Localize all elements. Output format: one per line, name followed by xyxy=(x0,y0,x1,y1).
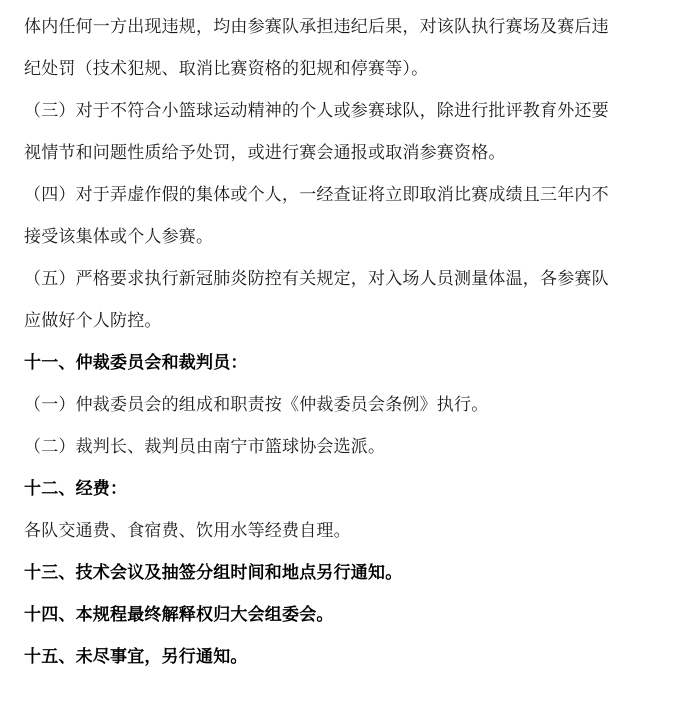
section-heading-expenses: 十二、经费： xyxy=(24,479,128,499)
document-body xyxy=(24,6,674,678)
section-heading-technical-meeting: 十三、技术会议及抽签分组时间和地点另行通知。 xyxy=(24,563,403,583)
paragraph-line: 各队交通费、食宿费、饮用水等经费自理。 xyxy=(24,521,351,541)
paragraph-line: （四）对于弄虚作假的集体或个人，一经查证将立即取消比赛成绩且三年内不 xyxy=(24,185,609,205)
paragraph-line: 应做好个人防控。 xyxy=(24,311,162,331)
paragraph-line: （三）对于不符合小篮球运动精神的个人或参赛球队，除进行批评教育外还要 xyxy=(24,101,609,121)
paragraph-line: 接受该集体或个人参赛。 xyxy=(24,227,214,247)
paragraph-line: （五）严格要求执行新冠肺炎防控有关规定，对入场人员测量体温，各参赛队 xyxy=(24,269,609,289)
section-heading-arbitration: 十一、仲裁委员会和裁判员： xyxy=(24,353,248,373)
section-heading-other-matters: 十五、未尽事宜，另行通知。 xyxy=(24,647,248,667)
section-heading-interpretation: 十四、本规程最终解释权归大会组委会。 xyxy=(24,605,334,625)
paragraph-line: 纪处罚（技术犯规、取消比赛资格的犯规和停赛等）。 xyxy=(24,59,429,79)
paragraph-line: （一）仲裁委员会的组成和职责按《仲裁委员会条例》执行。 xyxy=(24,395,489,415)
paragraph-line: （二）裁判长、裁判员由南宁市篮球协会选派。 xyxy=(24,437,386,457)
paragraph-line: 视情节和问题性质给予处罚，或进行赛会通报或取消参赛资格。 xyxy=(24,143,506,163)
paragraph-line: 体内任何一方出现违规，均由参赛队承担违纪后果，对该队执行赛场及赛后违 xyxy=(24,17,609,37)
